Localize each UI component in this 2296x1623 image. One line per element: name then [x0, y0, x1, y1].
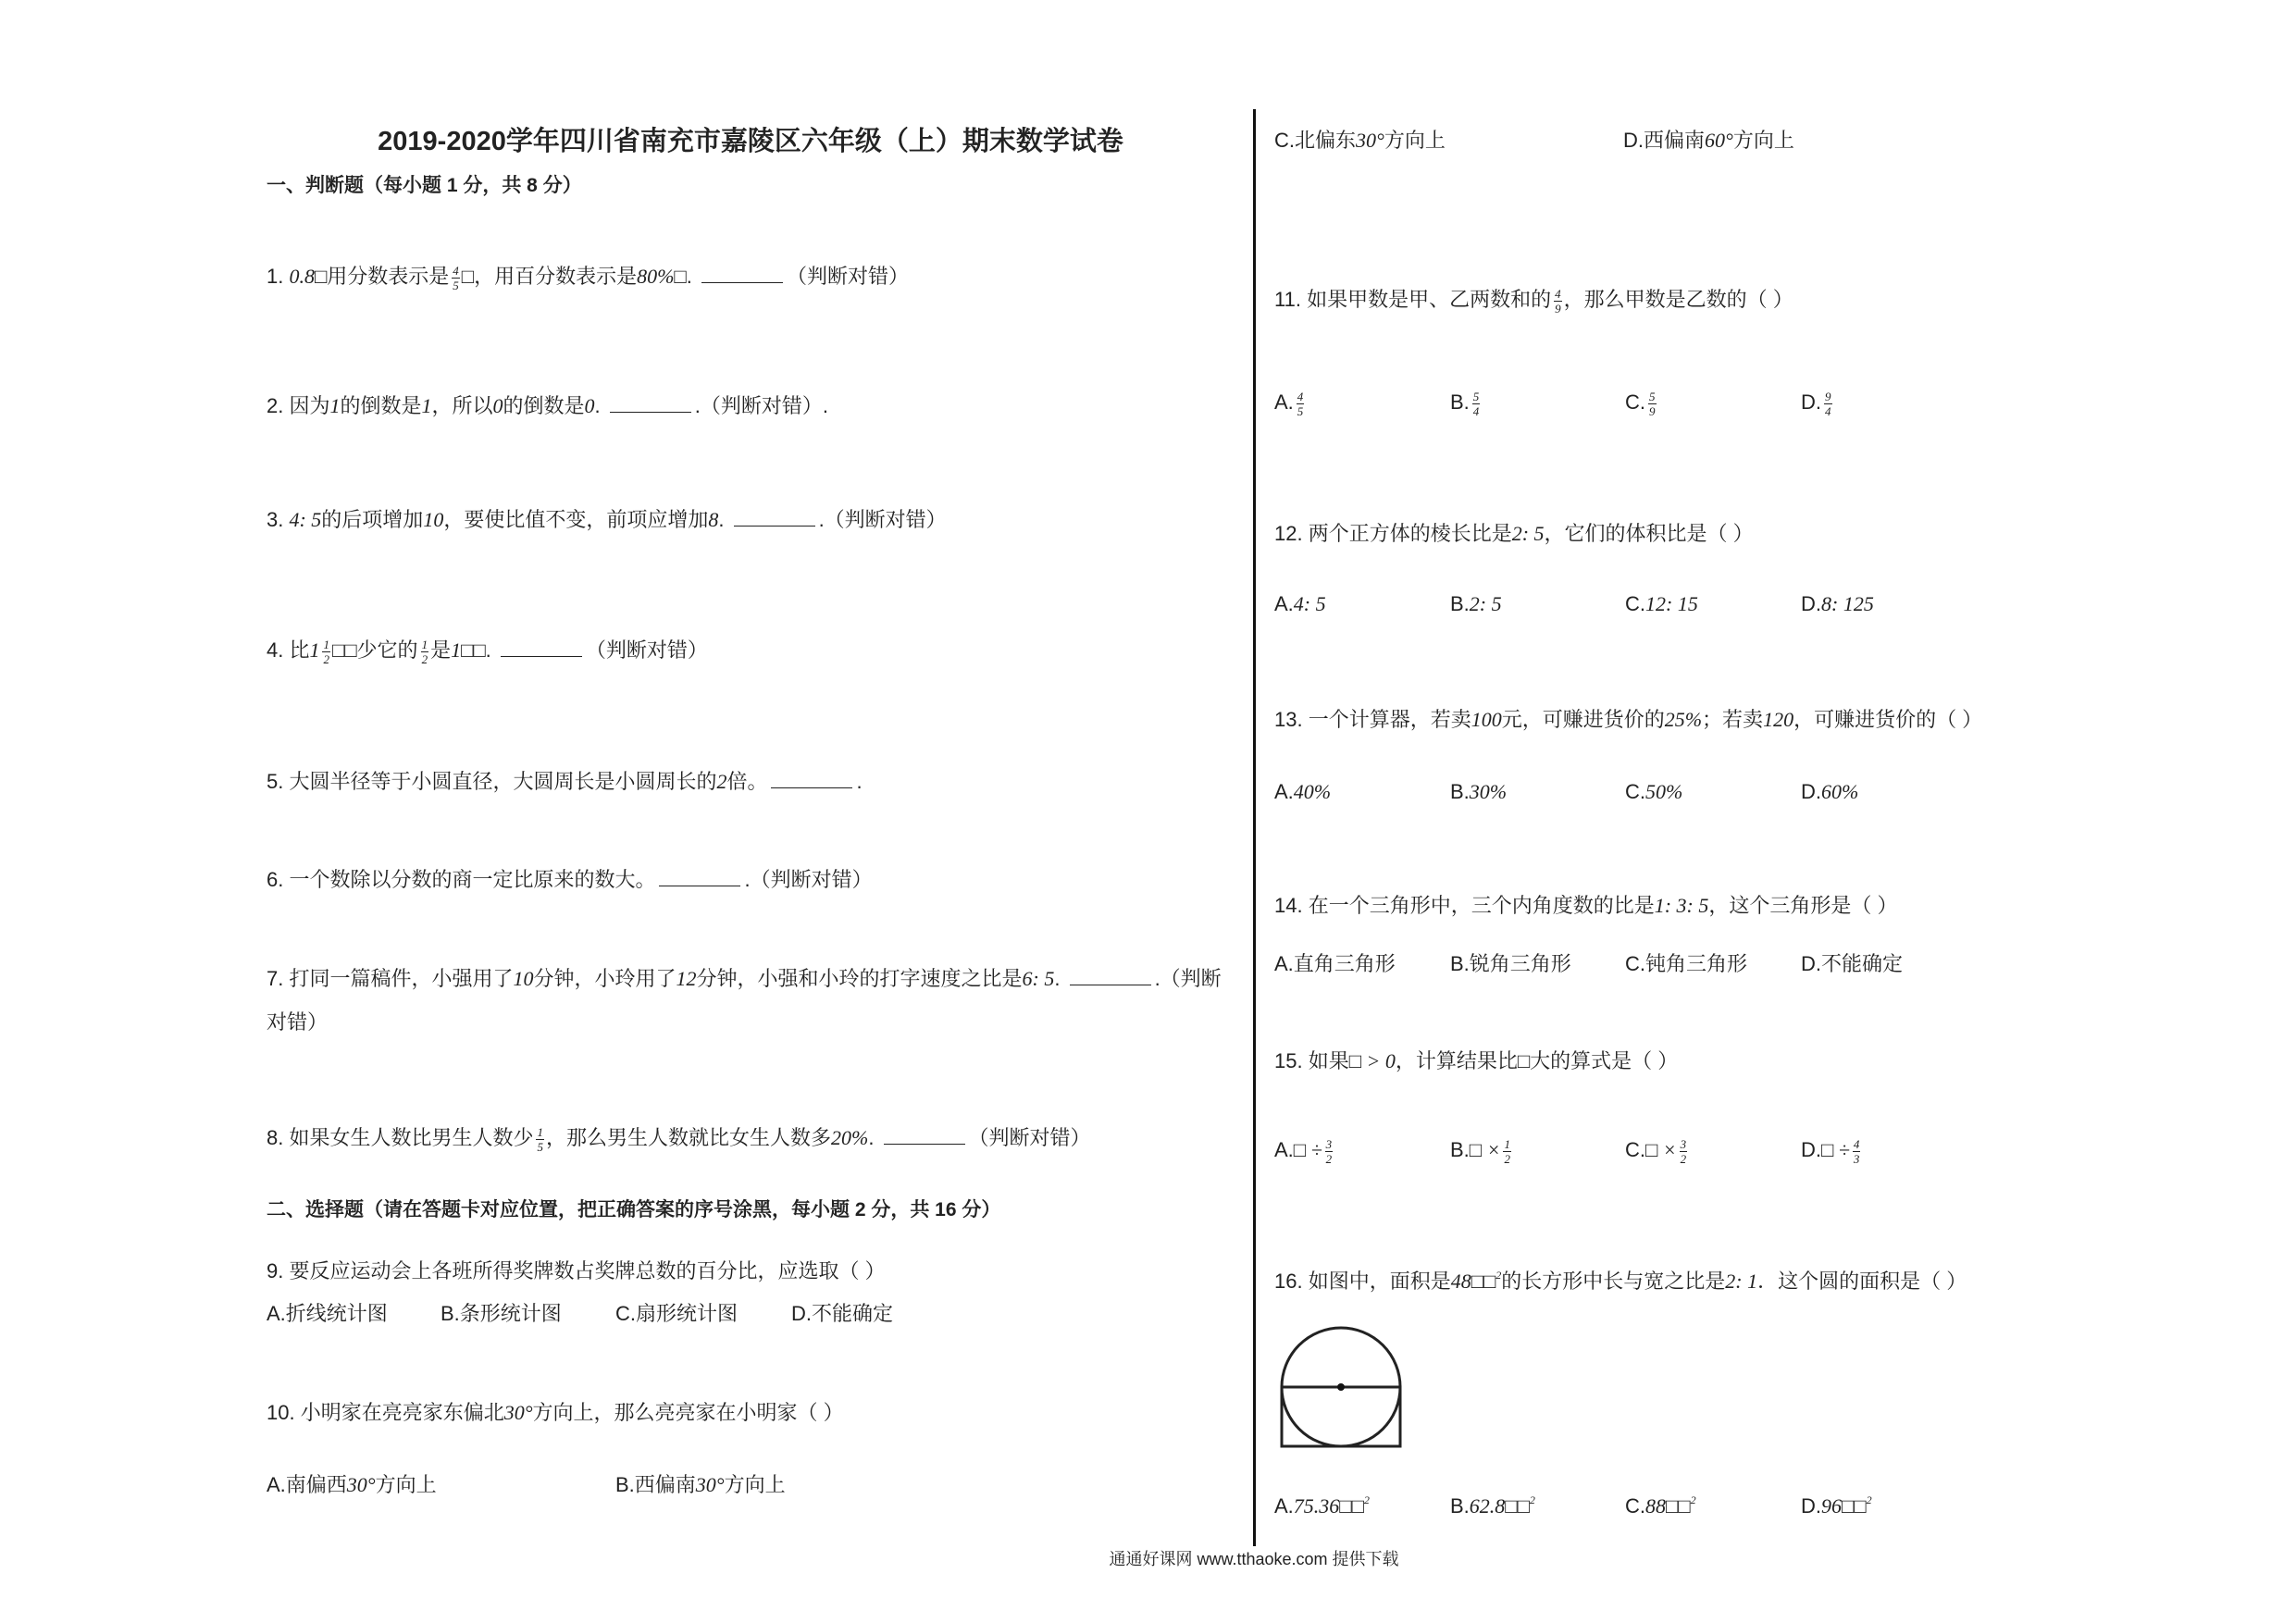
question-text: D. [1801, 1138, 1821, 1161]
question-10-option-a [267, 1471, 437, 1499]
question-16-option-c [1625, 1493, 1696, 1523]
math-expression: 2: 1 [1725, 1270, 1758, 1293]
question-15-option-d [1801, 1136, 1862, 1165]
exam-title: 2019-2020学年四川省南充市嘉陵区六年级（上）期末数学试卷 [378, 127, 1123, 156]
question-text: D.西偏南 [1623, 129, 1706, 152]
answer-blank [734, 509, 815, 527]
question-13-option-c [1625, 778, 1682, 806]
math-expression: 30° [1356, 129, 1384, 152]
question-text: （判断对错） [968, 1126, 1091, 1149]
question-11-option-a [1274, 389, 1306, 417]
question-text: ，那么男生人数就比女生人数多 [545, 1126, 831, 1149]
question-text: 4. 比 [267, 638, 310, 662]
math-expression: 12: 15 [1645, 592, 1698, 615]
question-14-option-b [1450, 950, 1571, 978]
math-expression: 88□□ [1645, 1494, 1691, 1518]
question-text: （判断对错） [585, 638, 708, 662]
question-13 [1274, 706, 1982, 734]
question-16-figure [1277, 1323, 1407, 1453]
figure-center-dot [1337, 1383, 1345, 1391]
question-text: D.不能确定 [791, 1302, 894, 1325]
question-text: A.折线统计图 [267, 1302, 388, 1325]
question-text: .（判断对错） [744, 868, 873, 891]
question-text: D. [1801, 1494, 1821, 1518]
question-text: 3. [267, 508, 290, 531]
fraction-denominator: 3 [1853, 1151, 1860, 1166]
question-10-option-c [1274, 127, 1446, 155]
question-text: 的长方形中长与宽之比是 [1501, 1270, 1726, 1293]
question-text: ，要使比值不变，前项应增加 [443, 508, 709, 531]
math-expression: 25% [1664, 708, 1703, 731]
question-text: 2. 因为 [267, 394, 330, 417]
question-text: ，计算结果比 [1395, 1049, 1518, 1072]
question-11-option-d [1801, 389, 1834, 417]
question-text: 分钟，小玲用了 [533, 967, 676, 990]
question-text: 是 [430, 638, 452, 662]
fraction-denominator: 4 [1825, 403, 1831, 418]
fraction-numerator: 1 [1504, 1136, 1510, 1151]
math-expression: 10 [423, 508, 444, 531]
question-text: C. [1625, 1494, 1645, 1518]
fraction [1853, 1138, 1861, 1165]
fraction-denominator: 2 [323, 651, 329, 666]
fraction-denominator: 2 [1325, 1151, 1333, 1166]
question-text: D.不能确定 [1801, 952, 1904, 975]
math-expression: 48□□ [1450, 1270, 1496, 1293]
question-text: C. [1625, 592, 1645, 615]
question-12-option-a [1274, 590, 1326, 618]
superscript: 2 [1866, 1493, 1872, 1506]
question-text: 11. 如果甲数是甲、乙两数和的 [1274, 288, 1552, 311]
superscript: 2 [1496, 1269, 1502, 1282]
fraction [421, 638, 429, 665]
answer-blank [610, 395, 691, 413]
math-expression: 4: 5 [289, 508, 322, 531]
question-2 [267, 392, 828, 420]
question-text: 10. 小明家在亮亮家东偏北 [267, 1401, 504, 1424]
fraction [1648, 390, 1657, 417]
question-text: B.锐角三角形 [1450, 952, 1571, 975]
question-text: 方向上，那么亮亮家在小明家（ ） [532, 1401, 844, 1424]
math-expression: □ ÷ [1821, 1138, 1850, 1161]
math-expression: 120 [1763, 708, 1794, 731]
question-text: B.条形统计图 [441, 1302, 562, 1325]
question-16-option-d [1801, 1493, 1872, 1523]
question-12-option-b [1450, 590, 1502, 618]
fraction-denominator: 5 [453, 278, 459, 292]
figure-rectangle [1282, 1387, 1400, 1446]
question-text: ，这个三角形是（ ） [1708, 894, 1898, 917]
question-text: ，用百分数表示是 [474, 265, 638, 288]
question-9-option-b [441, 1300, 562, 1328]
question-text: .（判断对错） [818, 508, 947, 531]
superscript: 2 [1529, 1493, 1535, 1506]
question-text: B. [1450, 780, 1470, 803]
fraction-denominator: 4 [1472, 403, 1480, 418]
superscript: 2 [1690, 1493, 1696, 1506]
question-text: 的倒数是 [340, 394, 422, 417]
math-expression: 30° [346, 1473, 376, 1496]
math-expression: 1 [309, 638, 320, 662]
question-text: 方向上 [375, 1473, 437, 1496]
fraction-denominator: 2 [421, 651, 428, 666]
question-text: 元，可赚进货价的 [1501, 708, 1665, 731]
math-expression: 2 [716, 770, 727, 793]
question-text: 方向上 [724, 1473, 786, 1496]
question-9-option-a [267, 1300, 388, 1328]
math-expression: 1 [421, 394, 432, 417]
math-expression: □ ÷ [1293, 1138, 1322, 1161]
question-15 [1274, 1047, 1678, 1075]
question-13-option-a [1274, 778, 1331, 806]
fraction [452, 265, 460, 291]
question-text: . [856, 770, 863, 793]
math-expression: 8: 125 [1821, 592, 1874, 615]
question-16-option-b [1450, 1493, 1535, 1523]
fraction [1472, 390, 1481, 417]
section-1-heading: 一、判断题（每小题 1 分，共 8 分） [267, 175, 582, 196]
math-expression: 1: 3: 5 [1654, 894, 1709, 917]
math-expression: 8 [708, 508, 719, 531]
question-text: 8. 如果女生人数比男生人数少 [267, 1126, 534, 1149]
question-text: . [1054, 967, 1066, 990]
question-text: D. [1801, 780, 1821, 803]
question-text: 的倒数是 [503, 394, 585, 417]
question-16-option-a [1274, 1493, 1370, 1523]
question-text: A. [1274, 592, 1294, 615]
math-expression: □ [1517, 1049, 1531, 1072]
question-text: 14. 在一个三角形中，三个内角度数的比是 [1274, 894, 1655, 917]
question-1 [267, 263, 909, 291]
fraction [1824, 390, 1832, 417]
math-expression: 2: 5 [1469, 592, 1502, 615]
fraction-numerator: 1 [421, 637, 428, 651]
question-text: 16. 如图中，面积是 [1274, 1270, 1451, 1293]
question-text: A. [1274, 390, 1294, 414]
fraction-numerator: 5 [1472, 389, 1480, 403]
math-expression: □ × [1469, 1138, 1501, 1161]
question-text: . [686, 265, 698, 288]
math-expression: 100 [1471, 708, 1502, 731]
question-15-option-a [1274, 1136, 1334, 1165]
question-8 [267, 1124, 1091, 1153]
question-text: 方向上 [1384, 129, 1446, 152]
question-text: 5. 大圆半径等于小圆直径，大圆周长是小圆周长的 [267, 770, 717, 793]
question-12-option-d [1801, 590, 1874, 618]
question-3 [267, 506, 947, 534]
question-text: 分钟，小强和小玲的打字速度之比是 [696, 967, 1023, 990]
question-text: B.西偏南 [615, 1473, 696, 1496]
question-text: . [868, 1126, 880, 1149]
fraction-numerator: 4 [1297, 389, 1304, 403]
page-footer: 通通好课网 www.tthaoke.com 提供下载 [1109, 1550, 1399, 1568]
question-10-option-b [615, 1471, 786, 1499]
math-expression: 30° [695, 1473, 725, 1496]
question-text: 6. 一个数除以分数的商一定比原来的数大。 [267, 868, 656, 891]
question-13-option-b [1450, 778, 1507, 806]
question-12 [1274, 520, 1754, 548]
fraction-denominator: 5 [1297, 403, 1304, 418]
question-text: C.钝角三角形 [1625, 952, 1748, 975]
question-text: A. [1274, 780, 1294, 803]
answer-blank [1070, 968, 1151, 985]
question-9 [267, 1258, 886, 1285]
question-13-option-d [1801, 778, 1858, 806]
question-11-option-c [1625, 389, 1658, 417]
math-expression: 50% [1645, 780, 1683, 803]
math-expression: 80%□ [637, 265, 687, 288]
fraction-numerator: 3 [1325, 1136, 1333, 1151]
question-text: . [718, 508, 730, 531]
question-text: C. [1625, 390, 1645, 414]
question-15-option-c [1625, 1136, 1689, 1165]
question-text: B. [1450, 390, 1470, 414]
question-text: 对错） [267, 1010, 329, 1034]
math-expression: 4: 5 [1293, 592, 1326, 615]
question-text: D. [1801, 592, 1821, 615]
fraction-numerator: 4 [1853, 1136, 1860, 1151]
question-12-option-c [1625, 590, 1698, 618]
question-text: A.直角三角形 [1274, 952, 1396, 975]
question-text: B. [1450, 1138, 1470, 1161]
question-text: C.北偏东 [1274, 129, 1357, 152]
answer-blank [501, 639, 582, 657]
question-text: 大的算式是（ ） [1530, 1049, 1679, 1072]
fraction-numerator: 1 [323, 637, 329, 651]
math-expression: 0 [492, 394, 503, 417]
answer-blank [659, 869, 740, 886]
question-text: 倍。 [726, 770, 768, 793]
section-2-heading: 二、选择题（请在答题卡对应位置，把正确答案的序号涂黑，每小题 2 分，共 16 分） [267, 1199, 1001, 1220]
question-text: A. [1274, 1138, 1294, 1161]
question-text: D. [1801, 390, 1821, 414]
fraction [1503, 1138, 1511, 1165]
fraction-denominator: 5 [537, 1139, 543, 1154]
math-expression: □ > 0 [1348, 1049, 1396, 1072]
question-text: .（判断 [1154, 967, 1222, 990]
question-text: 少它的 [356, 638, 418, 662]
answer-blank [771, 771, 852, 788]
superscript: 2 [1363, 1493, 1370, 1506]
question-text: 9. 要反应运动会上各班所得奖牌数占奖牌总数的百分比，应选取（ ） [267, 1259, 886, 1282]
question-9-option-c [615, 1300, 738, 1328]
question-text: . [485, 638, 497, 662]
math-expression: 0 [584, 394, 595, 417]
question-16 [1274, 1268, 1967, 1298]
question-7 [267, 965, 1222, 993]
fraction-numerator: 4 [453, 263, 459, 278]
math-expression: 12 [676, 967, 697, 990]
fraction-numerator: 4 [1555, 286, 1561, 301]
answer-blank [701, 266, 783, 283]
math-expression: □□ [331, 638, 357, 662]
question-text: ，那么甲数是乙数的（ ） [1563, 288, 1793, 311]
fraction-denominator: 9 [1649, 403, 1656, 418]
question-text: 的后项增加 [321, 508, 424, 531]
math-expression: 75.36□□ [1293, 1494, 1364, 1518]
math-expression: 0.8□ [289, 265, 328, 288]
question-text: ．这个圆的面积是（ ） [1757, 1270, 1967, 1293]
fraction-numerator: 9 [1825, 389, 1831, 403]
question-text: C.扇形统计图 [615, 1302, 738, 1325]
question-text: （判断对错） [786, 265, 909, 288]
question-text: A.南偏西 [267, 1473, 347, 1496]
math-expression: □ × [1645, 1138, 1677, 1161]
question-text: C. [1625, 1138, 1645, 1161]
question-text: 1. [267, 265, 290, 288]
question-text: .（判断对错）. [694, 394, 828, 417]
math-expression: 1 [329, 394, 341, 417]
answer-blank [884, 1127, 965, 1145]
math-expression: 40% [1293, 780, 1332, 803]
question-text: C. [1625, 780, 1645, 803]
fraction-numerator: 5 [1649, 389, 1656, 403]
fraction [1325, 1138, 1334, 1165]
question-text: . [594, 394, 606, 417]
fraction-denominator: 9 [1555, 301, 1561, 316]
math-expression: 1□□ [451, 638, 486, 662]
question-10-option-d [1623, 127, 1794, 155]
question-7-continued [267, 1009, 328, 1036]
question-text: B. [1450, 592, 1470, 615]
question-4 [267, 637, 708, 665]
question-9-option-d [791, 1300, 893, 1328]
question-10 [267, 1399, 844, 1427]
math-expression: 30% [1469, 780, 1508, 803]
question-5 [267, 768, 863, 796]
math-expression: 6: 5 [1022, 967, 1055, 990]
fraction [1554, 288, 1562, 315]
fraction-denominator: 2 [1680, 1151, 1687, 1166]
math-expression: 20% [830, 1126, 869, 1149]
question-text: 方向上 [1732, 129, 1794, 152]
math-expression: 60% [1821, 780, 1859, 803]
fraction [1297, 390, 1305, 417]
question-text: ；若卖 [1702, 708, 1764, 731]
question-text: A. [1274, 1494, 1294, 1518]
question-text: ，它们的体积比是（ ） [1544, 522, 1754, 545]
fraction-numerator: 1 [537, 1124, 543, 1139]
question-14 [1274, 892, 1897, 920]
question-text: ，所以 [431, 394, 493, 417]
question-text: 13. 一个计算器，若卖 [1274, 708, 1471, 731]
question-text: 15. 如果 [1274, 1049, 1349, 1072]
question-text: ，可赚进货价的（ ） [1793, 708, 1983, 731]
math-expression: 30° [503, 1401, 533, 1424]
fraction-denominator: 2 [1504, 1151, 1510, 1166]
question-6 [267, 866, 873, 894]
question-14-option-d [1801, 950, 1903, 978]
question-text: B. [1450, 1494, 1470, 1518]
math-expression: 96□□ [1821, 1494, 1867, 1518]
math-expression: 62.8□□ [1469, 1494, 1530, 1518]
question-text: 12. 两个正方体的棱长比是 [1274, 522, 1512, 545]
fraction [1680, 1138, 1688, 1165]
math-expression: □ [461, 265, 475, 288]
question-11-option-b [1450, 389, 1482, 417]
question-15-option-b [1450, 1136, 1513, 1165]
fraction [536, 1126, 544, 1153]
question-text: 用分数表示是 [327, 265, 450, 288]
question-11 [1274, 286, 1793, 315]
math-expression: 60° [1705, 129, 1733, 152]
question-14-option-a [1274, 950, 1396, 978]
math-expression: 2: 5 [1511, 522, 1545, 545]
fraction-numerator: 3 [1680, 1136, 1687, 1151]
column-divider [1253, 109, 1256, 1546]
question-14-option-c [1625, 950, 1747, 978]
math-expression: 10 [513, 967, 534, 990]
question-text: 7. 打同一篇稿件，小强用了 [267, 967, 514, 990]
fraction [322, 638, 330, 665]
